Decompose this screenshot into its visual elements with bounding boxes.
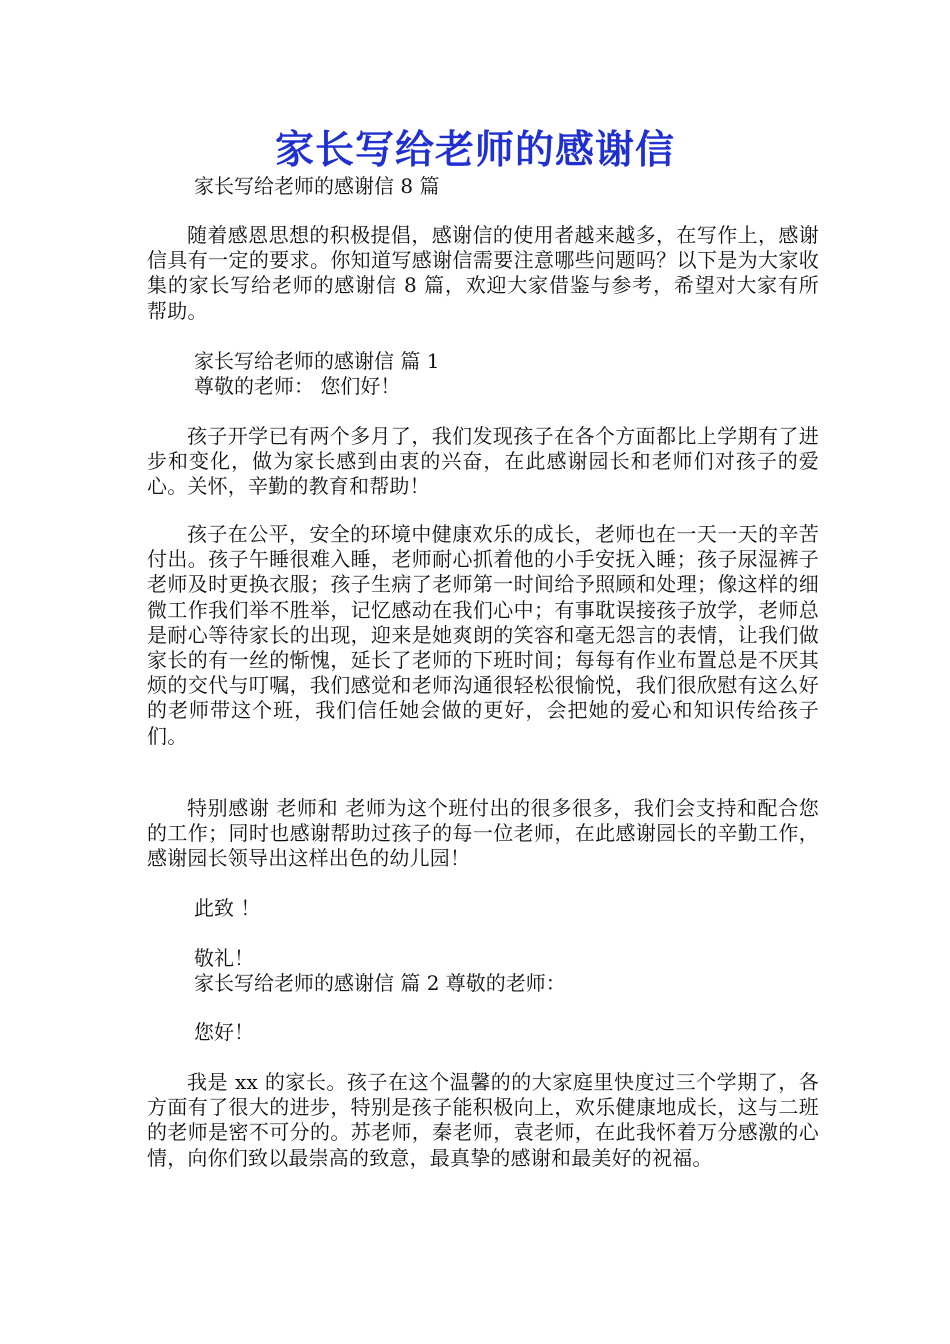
letter1-paragraph-1: 孩子开学已有两个多月了，我们发现孩子在各个方面都比上学期有了进步和变化，做为家长感到由衷的兴奋，在此感谢园长和老师们对孩子的爱心。关怀，辛勤的教育和帮助！ xyxy=(147,424,819,499)
letter1-closing-jingli: 敬礼！ xyxy=(194,946,254,970)
document-subtitle: 家长写给老师的感谢信 8 篇 xyxy=(194,174,440,198)
letter1-heading: 家长写给老师的感谢信 篇 1 xyxy=(194,349,440,373)
intro-paragraph: 随着感恩思想的积极提倡，感谢信的使用者越来越多，在写作上，感谢信具有一定的要求。你知道写感谢信需要注意哪些问题吗？以下是为大家收集的家长写给老师的感谢信 8 篇，欢迎大家借鉴与参考，希望对大家有所帮助。 xyxy=(147,223,819,323)
letter1-greeting: 尊敬的老师： 您们好！ xyxy=(194,374,401,398)
letter1-paragraph-3: 特别感谢 老师和 老师为这个班付出的很多很多，我们会支持和配合您的工作；同时也感谢帮助过孩子的每一位老师，在此感谢园长的辛勤工作，感谢园长领导出这样出色的幼儿园！ xyxy=(147,796,819,871)
letter2-greeting: 您好！ xyxy=(194,1020,254,1044)
letter1-paragraph-2: 孩子在公平，安全的环境中健康欢乐的成长，老师也在一天一天的辛苦付出。孩子午睡很难入睡，老师耐心抓着他的小手安抚入睡；孩子尿湿裤子老师及时更换衣服；孩子生病了老师第一时间给予照顾和处理；像这样的细微工作我们举不胜举，记忆感动在我们心中；有事耽误接孩子放学，老师总是耐心等待家长的出现，迎来是她爽朗的笑容和毫无怨言的表情，让我们做家长的有一丝的惭愧，延长了老师的下班时间；每每有作业布置总是不厌其烦的交代与叮嘱，我们感觉和老师沟通很轻松很愉悦，我们很欣慰有这么好的老师带这个班，我们信任她会做的更好，会把她的爱心和知识传给孩子们。 xyxy=(147,522,819,748)
page-title: 家长写给老师的感谢信 xyxy=(274,127,675,173)
letter2-heading: 家长写给老师的感谢信 篇 2 尊敬的老师： xyxy=(194,971,566,995)
letter1-closing-cizhi: 此致 ！ xyxy=(194,896,261,920)
letter2-paragraph: 我是 xx 的家长。孩子在这个温馨的的大家庭里快度过三个学期了，各方面有了很大的进步，特别是孩子能积极向上，欢乐健康地成长，这与二班的老师是密不可分的。苏老师，秦老师，袁老师，在此我怀着万分感激的心情，向你们致以最崇高的致意，最真挚的感谢和最美好的祝福。 xyxy=(147,1070,819,1170)
